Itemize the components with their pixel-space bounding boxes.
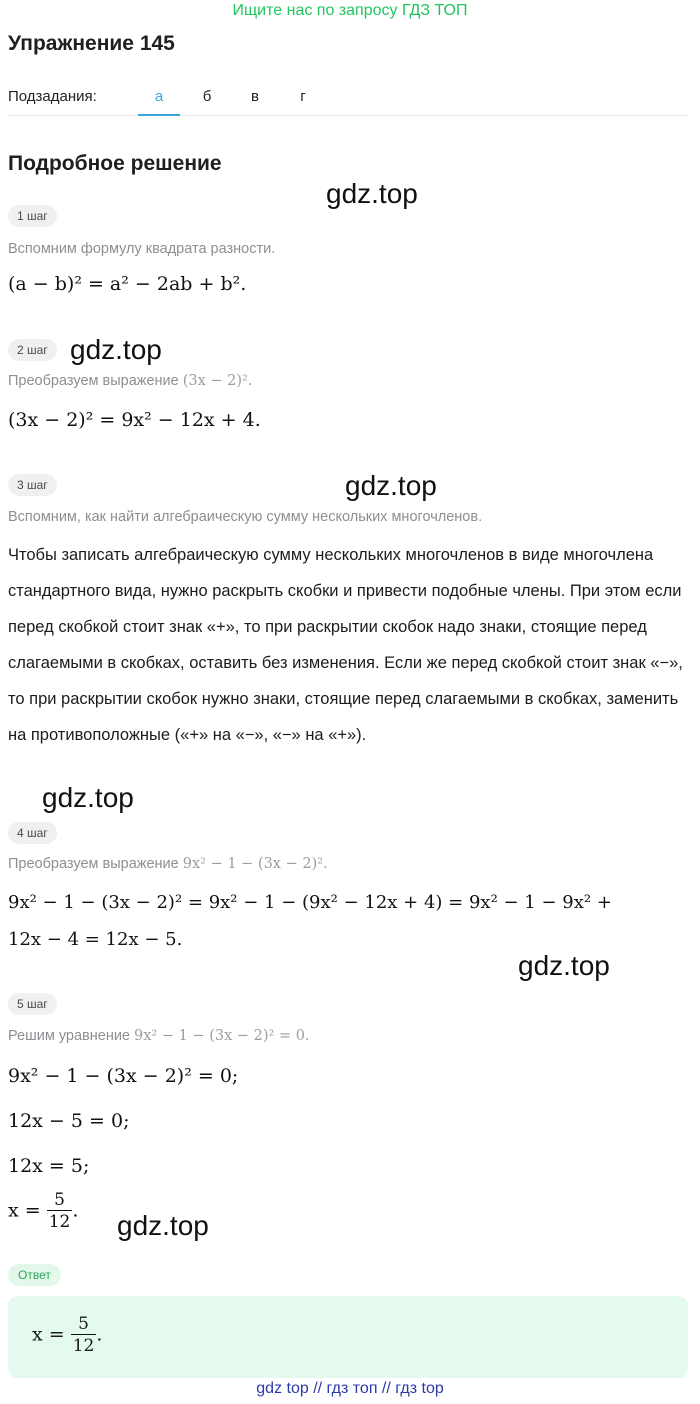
- tab-v[interactable]: в: [251, 88, 259, 105]
- promo-banner: Ищите нас по запросу ГДЗ ТОП: [232, 2, 468, 19]
- fraction: [71, 1314, 97, 1357]
- answer-badge: Ответ: [8, 1264, 61, 1286]
- step-badge: 2 шаг: [8, 339, 57, 361]
- subtasks-bar: [8, 86, 688, 116]
- step-formula-line: 9x² − 1 − (3x − 2)² = 9x² − 1 − (9x² − 12x + 4) = 9x² − 1 − 9x² +: [8, 892, 612, 913]
- answer-box: [8, 1296, 688, 1378]
- step-hint: [8, 856, 328, 872]
- x-prefix: x =: [32, 1323, 65, 1346]
- watermark: gdz.top: [117, 1210, 209, 1241]
- hint-text: Решим уравнение: [8, 1028, 130, 1044]
- tab-b[interactable]: б: [202, 88, 212, 105]
- fraction-numerator: 5: [78, 1314, 89, 1334]
- hint-math: (3x − 2)².: [182, 373, 253, 389]
- x-prefix: x =: [8, 1199, 41, 1222]
- step-equation-line: 9x² − 1 − (3x − 2)² = 0;: [8, 1065, 239, 1087]
- step-equation-line: 12x = 5;: [8, 1155, 90, 1177]
- step-formula-line: 12x − 4 = 12x − 5.: [8, 929, 183, 950]
- step-hint: Вспомним формулу квадрата разности.: [8, 241, 276, 257]
- hint-math: 9x² − 1 − (3x − 2)² = 0.: [134, 1028, 310, 1044]
- fraction-denominator: 12: [72, 1336, 95, 1356]
- step-formula: (3x − 2)² = 9x² − 12x + 4.: [8, 409, 261, 431]
- exercise-title: Упражнение 145: [8, 32, 175, 55]
- step-formula: (a − b)² = a² − 2ab + b².: [8, 273, 247, 295]
- fraction-suffix: .: [96, 1323, 103, 1346]
- answer-formula: [32, 1314, 102, 1357]
- step-fraction-line: [8, 1190, 78, 1233]
- watermark: gdz.top: [42, 782, 134, 813]
- step-hint: [8, 373, 252, 389]
- active-tab-indicator: [138, 114, 180, 116]
- tab-g[interactable]: г: [300, 88, 306, 105]
- step-equation-line: 12x − 5 = 0;: [8, 1110, 130, 1132]
- hint-text: Преобразуем выражение: [8, 856, 179, 872]
- hint-text: Преобразуем выражение: [8, 373, 179, 389]
- step-badge: 1 шаг: [8, 205, 57, 227]
- step-hint: [8, 1028, 310, 1044]
- fraction-denominator: 12: [48, 1212, 71, 1232]
- tab-a[interactable]: а: [154, 88, 164, 105]
- subtasks-label: Подзадания:: [8, 88, 97, 105]
- watermark: gdz.top: [326, 178, 418, 209]
- step-badge: 3 шаг: [8, 474, 57, 496]
- section-title: Подробное решение: [8, 152, 222, 175]
- hint-math: 9x² − 1 − (3x − 2)².: [182, 856, 328, 872]
- footer-links: gdz top // гдз топ // гдз top: [256, 1380, 444, 1397]
- fraction-suffix: .: [72, 1199, 79, 1222]
- step-badge: 5 шаг: [8, 993, 57, 1015]
- watermark: gdz.top: [518, 950, 610, 981]
- watermark: gdz.top: [345, 470, 437, 501]
- fraction: [47, 1190, 73, 1233]
- step-badge: 4 шаг: [8, 822, 57, 844]
- watermark: gdz.top: [70, 334, 162, 365]
- fraction-numerator: 5: [54, 1190, 65, 1210]
- step-paragraph: Чтобы записать алгебраическую сумму нескольких многочленов в виде многочлена стандартного вида, нужно раскрыть скобки и привести подобные члены. При этом если перед скобкой стоит знак «+», то при раскрытии скобок надо знаки, стоящие перед слагаемыми в скобках, оставить без изменения. Если же перед скобкой стоит знак «−», то при раскрытии скобок нужно знаки, стоящие перед слагаемыми в скобках, заменить на противоположные («+» на «−», «−» на «+»).: [8, 546, 683, 744]
- step-hint: Вспомним, как найти алгебраическую сумму нескольких многочленов.: [8, 509, 483, 525]
